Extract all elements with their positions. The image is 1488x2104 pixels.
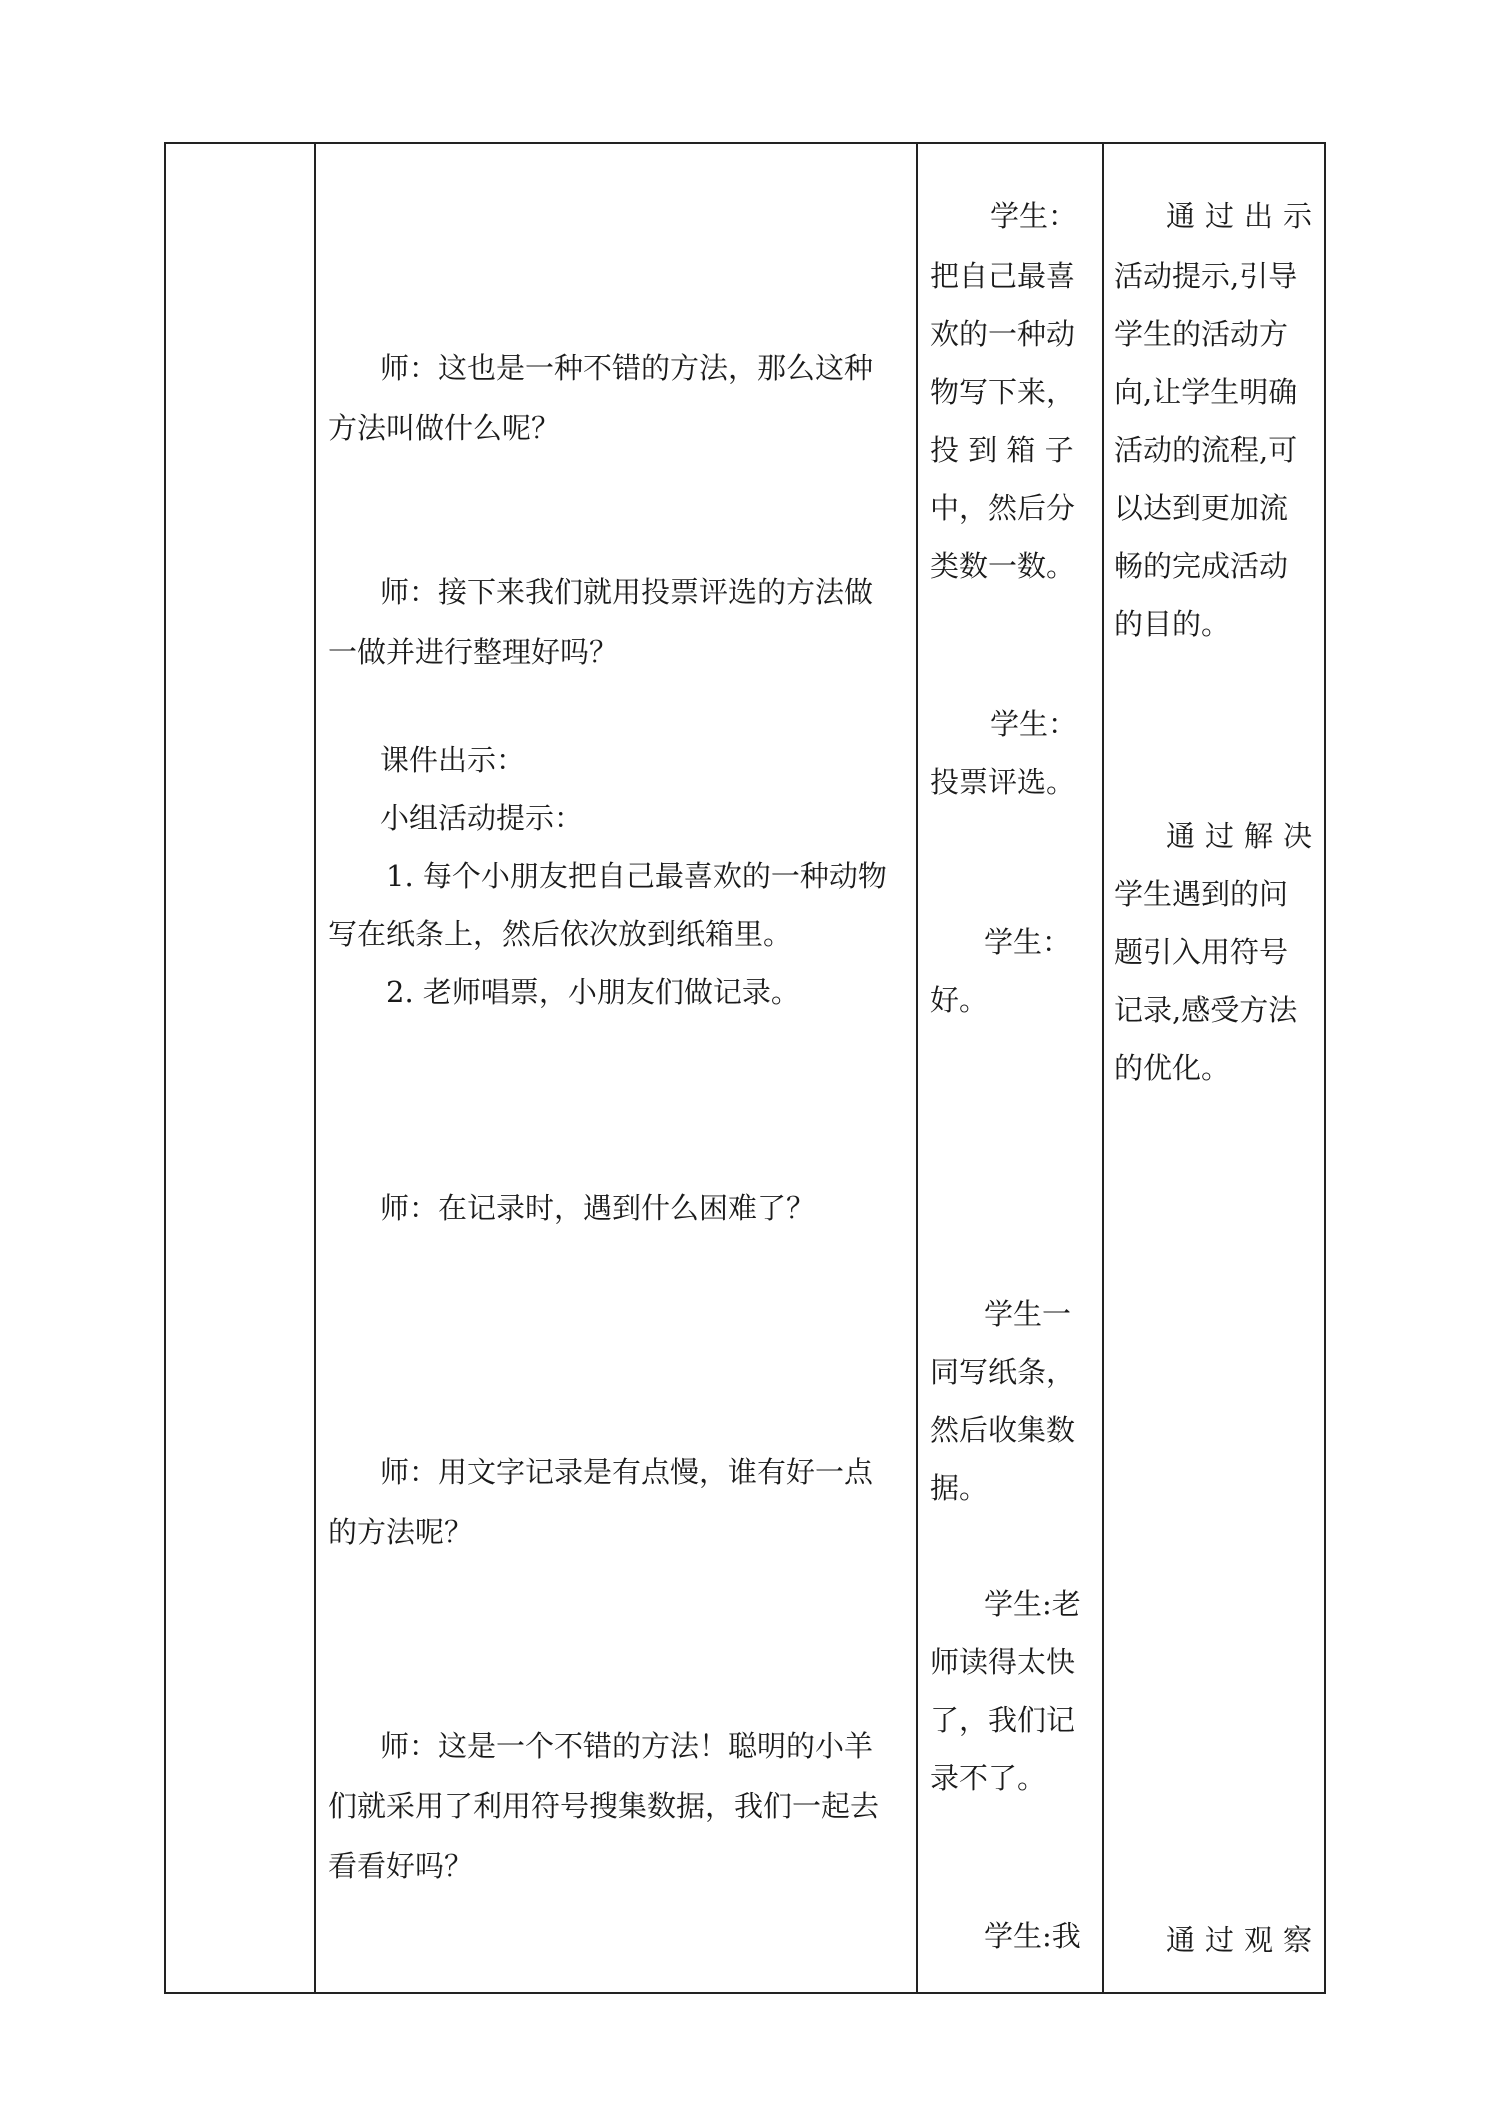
student-line: 物写下来，	[930, 375, 1076, 409]
student-line: 中，然后分	[930, 491, 1076, 525]
student-line: 学生:老	[984, 1587, 1081, 1621]
teacher-line: 小组活动提示：	[380, 801, 584, 835]
teacher-line: 看看好吗？	[328, 1849, 474, 1883]
student-line: 了，我们记	[930, 1703, 1076, 1737]
intent-line: 向,让学生明确	[1114, 375, 1298, 409]
teacher-line: 师：在记录时，遇到什么困难了？	[380, 1191, 816, 1225]
teacher-line: 方法叫做什么呢？	[328, 411, 561, 445]
student-line: 欢的一种动	[930, 317, 1076, 351]
student-line: 然后收集数	[930, 1413, 1076, 1447]
student-line: 好。	[930, 983, 989, 1017]
student-line: 把自己最喜	[930, 259, 1076, 293]
student-line: 类数一数。	[930, 549, 1076, 583]
student-line: 投票评选。	[930, 765, 1076, 799]
student-line: 据。	[930, 1471, 989, 1505]
intent-line: 以达到更加流	[1114, 491, 1289, 525]
teacher-line: 2. 老师唱票，小朋友们做记录。	[386, 975, 800, 1009]
teacher-line: 一做并进行整理好吗？	[328, 635, 619, 669]
teacher-line: 师：这是一个不错的方法！聪明的小羊	[380, 1729, 874, 1763]
intent-line: 通过观察	[1166, 1923, 1323, 1957]
teacher-line: 师：用文字记录是有点慢，谁有好一点	[380, 1455, 874, 1489]
teacher-line: 师：接下来我们就用投票评选的方法做	[380, 575, 874, 609]
student-line: 学生：	[984, 925, 1072, 959]
intent-line: 学生遇到的问	[1114, 877, 1289, 911]
teacher-line: 课件出示：	[380, 743, 526, 777]
intent-line: 的优化。	[1114, 1051, 1231, 1085]
intent-line: 记录,感受方法	[1114, 993, 1298, 1027]
column-divider-2	[916, 142, 918, 1994]
teacher-line: 1. 每个小朋友把自己最喜欢的一种动物	[386, 859, 887, 893]
student-line: 同写纸条，	[930, 1355, 1076, 1389]
intent-line: 活动提示,引导	[1114, 259, 1298, 293]
teacher-line: 们就采用了利用符号搜集数据，我们一起去	[328, 1789, 880, 1823]
intent-line: 题引入用符号	[1114, 935, 1289, 969]
student-line: 学生：	[990, 707, 1078, 741]
column-divider-1	[314, 142, 316, 1994]
intent-line: 的目的。	[1114, 607, 1231, 641]
intent-line: 畅的完成活动	[1114, 549, 1289, 583]
intent-line: 学生的活动方	[1114, 317, 1289, 351]
teacher-line: 的方法呢？	[328, 1515, 474, 1549]
student-line: 投 到 箱 子	[930, 433, 1074, 467]
teacher-line: 写在纸条上，然后依次放到纸箱里。	[328, 917, 793, 951]
intent-line: 通过解决	[1166, 819, 1323, 853]
teacher-line: 师：这也是一种不错的方法，那么这种	[380, 351, 874, 385]
student-line: 学生：	[990, 199, 1078, 233]
student-line: 学生一	[984, 1297, 1072, 1331]
intent-line: 活动的流程,可	[1114, 433, 1298, 467]
intent-line: 通过出示	[1166, 199, 1323, 233]
student-line: 学生:我	[984, 1919, 1081, 1953]
column-divider-3	[1102, 142, 1104, 1994]
student-line: 录不了。	[930, 1761, 1047, 1795]
student-line: 师读得太快	[930, 1645, 1076, 1679]
